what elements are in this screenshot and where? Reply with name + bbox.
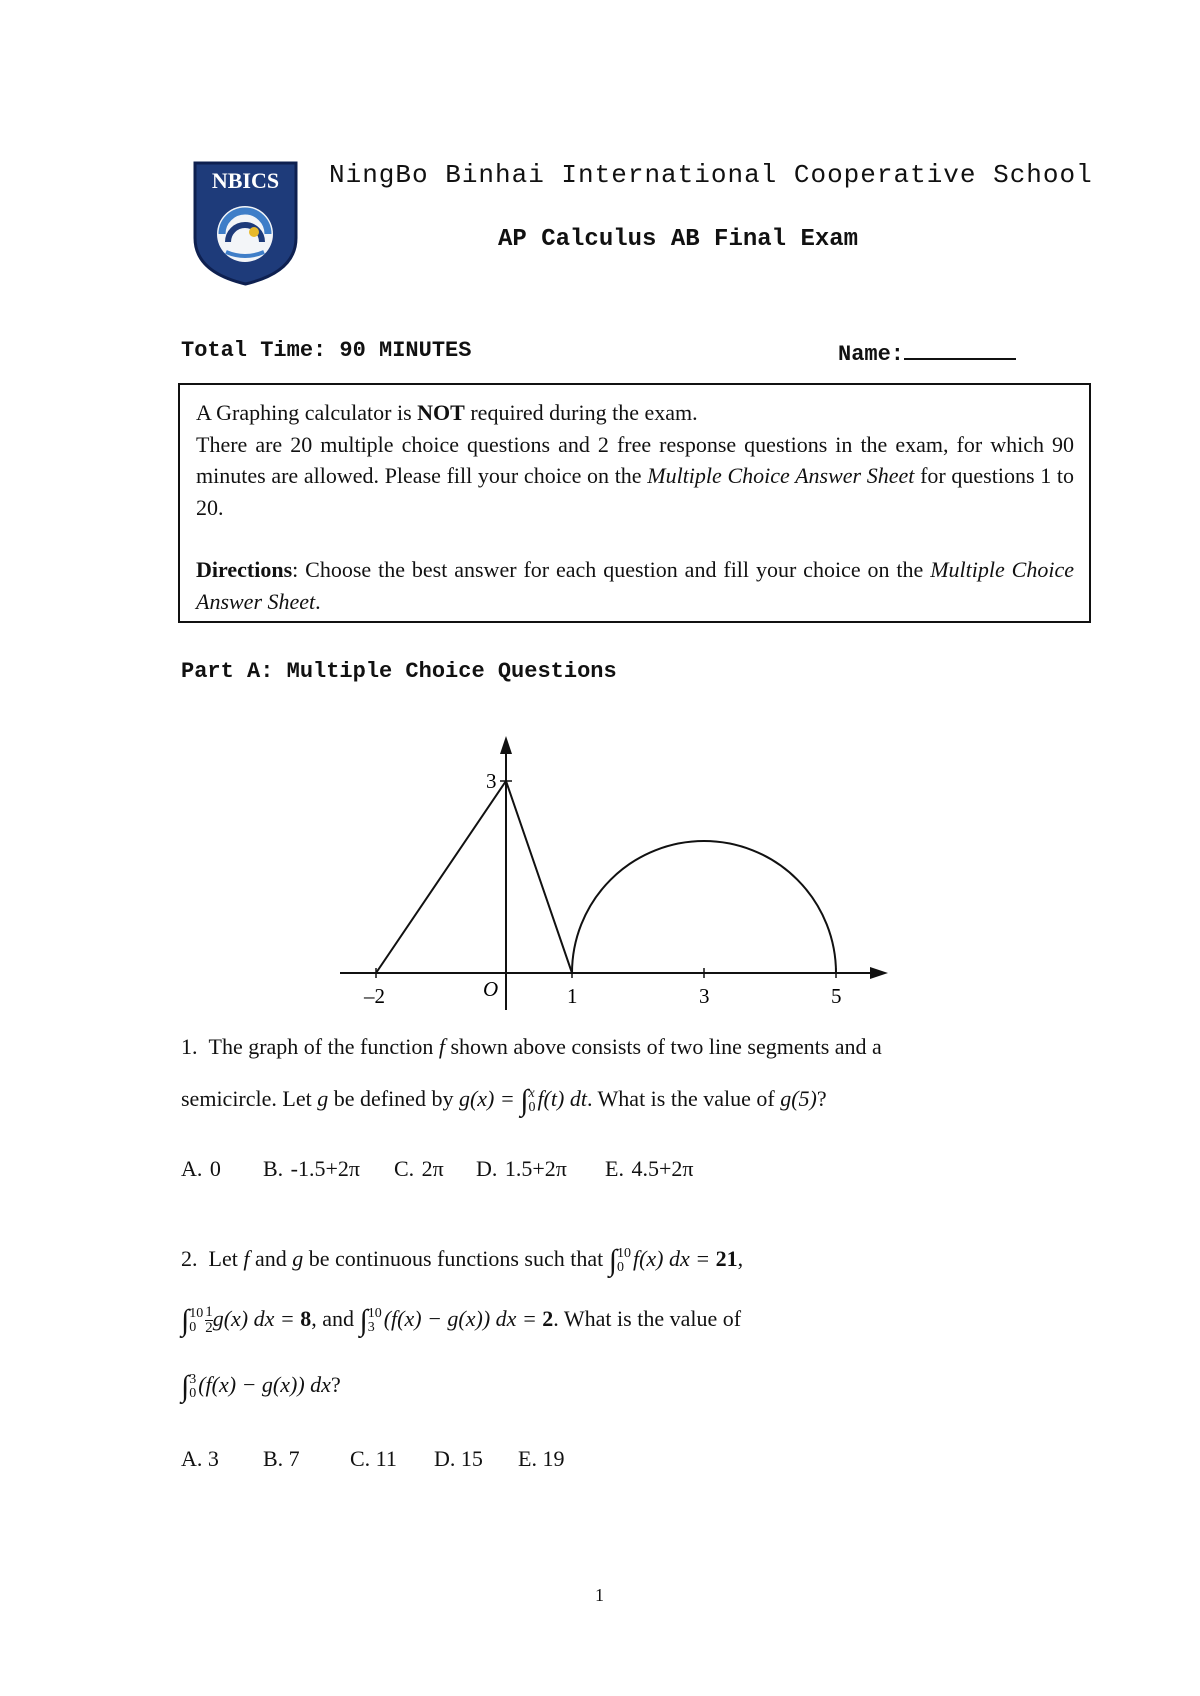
question-2-options bbox=[181, 1446, 564, 1472]
name-field[interactable] bbox=[838, 338, 1016, 367]
calculator-note: A Graphing calculator is NOT required during the exam. bbox=[196, 400, 698, 425]
q1-option-b[interactable]: B. -1.5+2π bbox=[263, 1156, 361, 1181]
question-1-line-2: semicircle. Let g be defined by g(x) = ∫ x 0 f(t) dt. What is the value of g(5)? bbox=[181, 1084, 827, 1117]
question-1-options bbox=[181, 1156, 693, 1182]
q2-option-b[interactable]: B. 7 bbox=[263, 1446, 300, 1471]
q1-option-d[interactable]: D. 1.5+2π bbox=[476, 1156, 567, 1181]
instructions-box bbox=[178, 383, 1091, 623]
school-name: NingBo Binhai International Cooperative School bbox=[329, 160, 1093, 190]
part-a-title: Part A: Multiple Choice Questions bbox=[181, 659, 617, 684]
tick-label-5: 5 bbox=[831, 984, 842, 1008]
q1-option-e[interactable]: E. 4.5+2π bbox=[605, 1156, 694, 1181]
q1-option-a[interactable]: A. 0 bbox=[181, 1156, 221, 1181]
function-graph bbox=[330, 728, 900, 1033]
exam-info: There are 20 multiple choice questions and 2 free response questions in the exam, for which 90 minutes are allowed. Please fill your choice on the Multiple Choice Answer Sheet for questions 1 to 20. bbox=[196, 431, 1074, 520]
tick-label-3: 3 bbox=[699, 984, 710, 1008]
school-logo bbox=[192, 160, 299, 287]
total-time: Total Time: 90 MINUTES bbox=[181, 338, 472, 363]
name-blank[interactable] bbox=[904, 338, 1016, 360]
page-number: 1 bbox=[595, 1585, 604, 1605]
exam-title: AP Calculus AB Final Exam bbox=[498, 226, 859, 253]
tick-label-1: 1 bbox=[567, 984, 578, 1008]
q2-option-d[interactable]: D. 15 bbox=[434, 1446, 483, 1471]
origin-label: O bbox=[483, 977, 499, 1001]
q2-option-e[interactable]: E. 19 bbox=[518, 1446, 565, 1471]
tick-label-neg2: –2 bbox=[364, 984, 385, 1008]
question-2-line-1: 2. Let f and g be continuous functions such that ∫ 10 0 f(x) dx = 21, bbox=[181, 1244, 744, 1277]
y-tick-label-3: 3 bbox=[486, 769, 497, 793]
q2-option-c[interactable]: C. 11 bbox=[350, 1446, 397, 1471]
q2-option-a[interactable]: A. 3 bbox=[181, 1446, 219, 1471]
logo-text: NBICS bbox=[211, 168, 280, 193]
name-label: Name: bbox=[838, 342, 905, 367]
question-2-line-3: ∫ 3 0 (f(x) − g(x)) dx? bbox=[181, 1370, 341, 1403]
question-2-line-2: ∫ 10 0 $\frac{1}{2}$ g(x) dx = 8, and ∫ 10 3 (f(x) − g(x)) dx = 2. What is the value of bbox=[181, 1304, 742, 1337]
q1-option-c[interactable]: C. 2π bbox=[394, 1156, 444, 1181]
directions: Directions: Choose the best answer for each question and fill your choice on the Multiple Choice Answer Sheet. bbox=[196, 557, 1074, 614]
question-1-line-1: 1. The graph of the function f shown above consists of two line segments and a bbox=[181, 1034, 882, 1059]
